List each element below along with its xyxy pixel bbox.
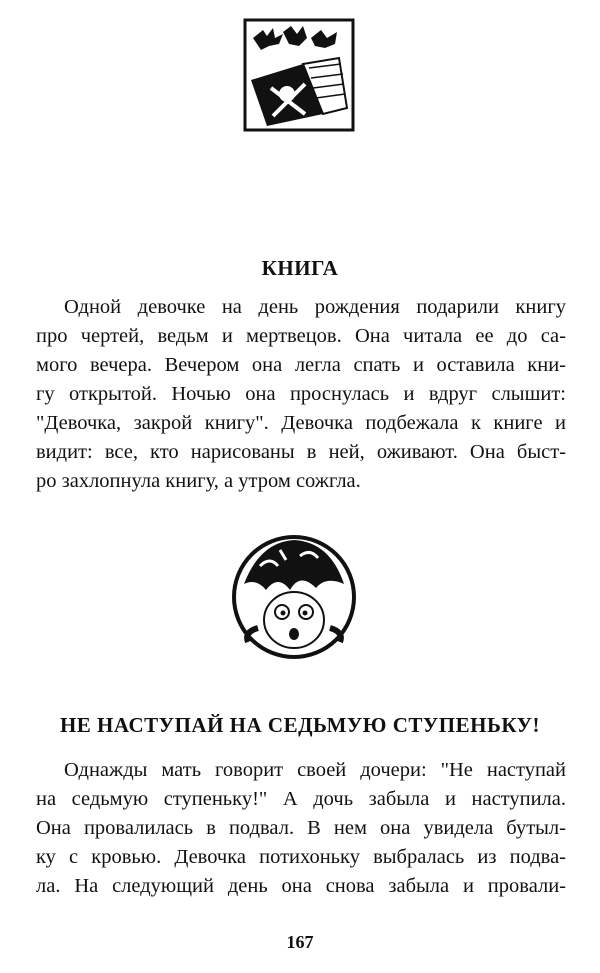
story-text-line: ла. На следующий день она снова забыла и провали- [36, 875, 566, 897]
story-text-line: Однажды мать говорит своей дочери: "Не наступай [64, 759, 566, 781]
story-text-line: на седьмую ступеньку!" А дочь забыла и наступила. [36, 788, 566, 810]
story-text-line: про чертей, ведьм и мертвецов. Она читала ее до са- [36, 325, 566, 347]
story-text-line: гу открытой. Ночью она проснулась и вдруг слышит: [36, 383, 566, 405]
page-number: 167 [286, 932, 314, 952]
story-title: КНИГА [261, 256, 339, 280]
story-text-line: Одной девочке на день рождения подарили книгу [64, 296, 566, 318]
story-text-line: ку с кровью. Девочка потихоньку выбралась из подва- [36, 846, 566, 868]
girl-face-illustration [230, 532, 358, 662]
story-text-line: ро захлопнула книгу, а утром сожгла. [36, 470, 361, 492]
story-text-line: мого вечера. Вечером она легла спать и оставила кни- [36, 354, 566, 376]
story-text-line: "Девочка, закрой книгу". Девочка подбежала к книге и [36, 412, 566, 434]
story-text-line: видит: все, кто нарисованы в ней, оживают. Она быст- [36, 441, 566, 463]
book-bats-illustration [243, 18, 355, 132]
story-text-line: Она провалилась в подвал. В нем она увидела бутыл- [36, 817, 566, 839]
story-title: НЕ НАСТУПАЙ НА СЕДЬМУЮ СТУПЕНЬКУ! [59, 713, 541, 737]
